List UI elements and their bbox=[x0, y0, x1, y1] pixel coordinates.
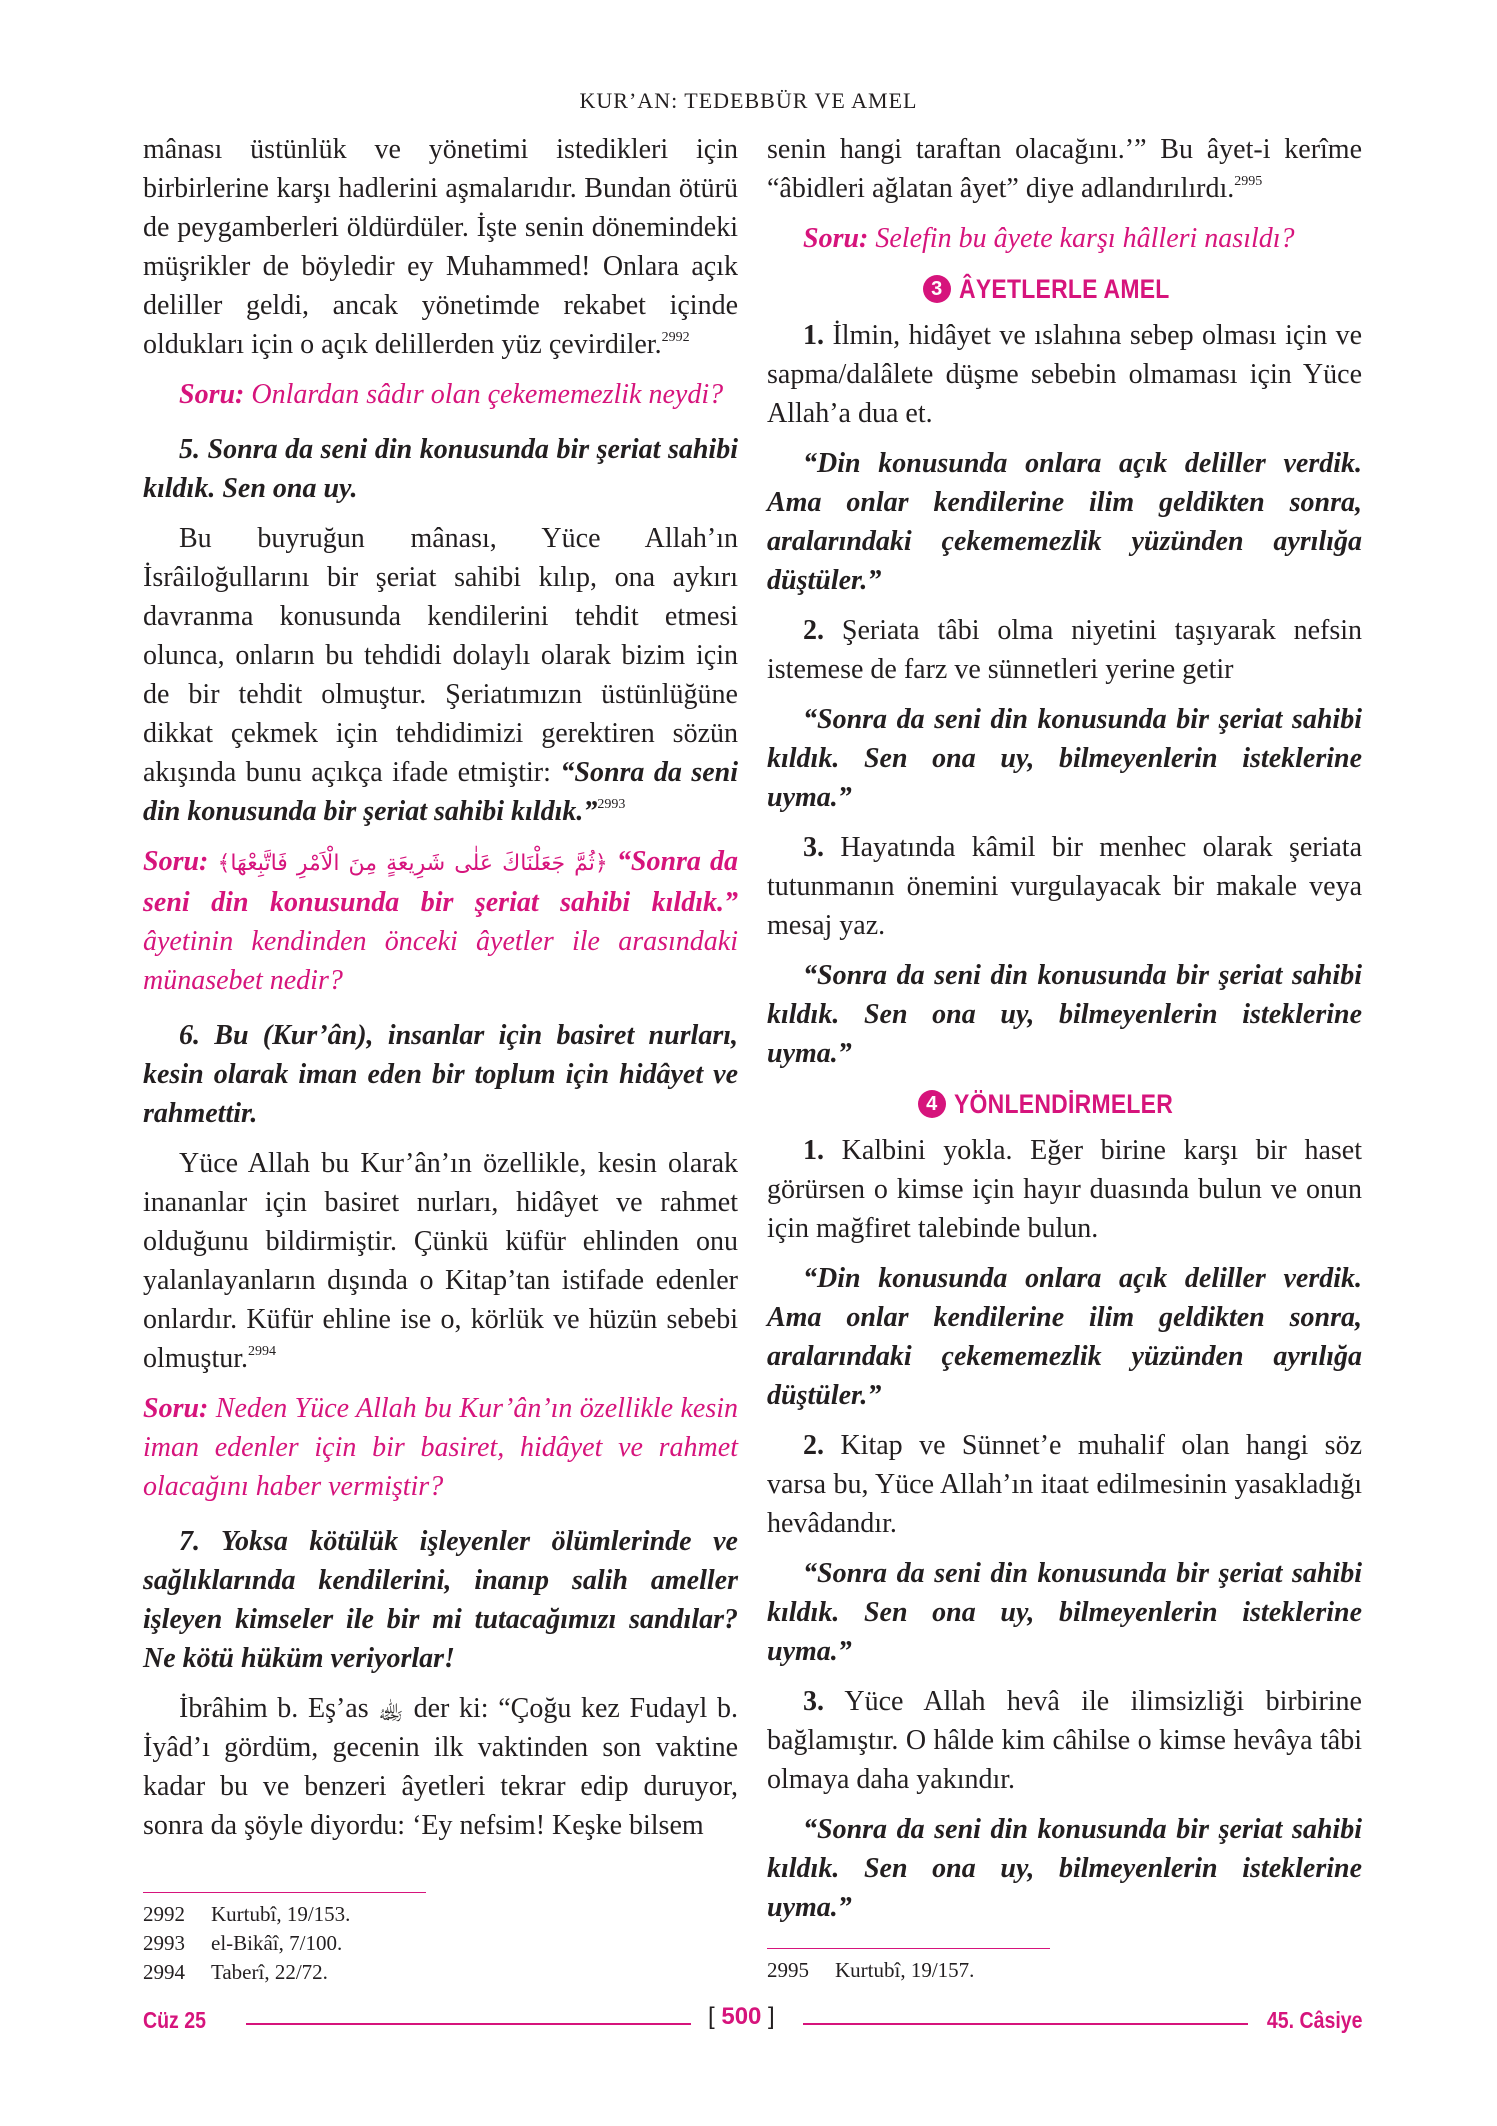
footnote-rule bbox=[767, 1948, 1050, 1949]
list-item: 2. Kitap ve Sünnet’e muhalif olan hangi söz varsa bu, Yüce Allah’ın itaat edilmesinin yasakladığı hevâdandır. bbox=[767, 1430, 1363, 1539]
verse-7: 7. Yoksa kötülük işleyenler ölümlerinde ve sağlıklarında kendilerini, inanıp salih ameller işleyen kimseler ile bir mi tutacağımızı sandılar? Ne kötü hüküm veriyorlar! bbox=[143, 1526, 738, 1674]
footnote: 2992 Kurtubî, 19/153. bbox=[143, 1902, 351, 1926]
verse-quote: “Sonra da seni din konusunda bir şeriat sahibi kıldık. Sen ona uy, bilmeyenlerin isteklerine uyma.” bbox=[767, 704, 1362, 813]
footnote: 2995 Kurtubî, 19/157. bbox=[767, 1958, 975, 1982]
footnote-rule bbox=[143, 1892, 426, 1893]
verse-6: 6. Bu (Kur’ân), insanlar için basiret nurları, kesin olarak iman eden bir toplum için hidâyet ve rahmettir. bbox=[143, 1020, 738, 1129]
question: Soru: ﴿ثُمَّ جَعَلْنَاكَ عَلٰى شَرِيعَةٍ مِنَ الْاَمْرِ فَاتَّبِعْهَا﴾ “Sonra da seni din konusunda bir şeriat sahibi kıldık.” âyetinin kendinden önceki âyetler ile arasındaki münasebet nedir? bbox=[143, 846, 738, 996]
list-item: 2. Şeriata tâbi olma niyetini taşıyarak nefsin istemese de farz ve sünnetleri yerine getir bbox=[767, 615, 1362, 685]
section-number-badge: 3 bbox=[923, 275, 951, 303]
paragraph: mânası üstünlük ve yönetimi istedikleri için birbirlerine karşı hadlerini aşmalarıdır. Bundan ötürü de peygamberleri öldürdüler. İşte senin dönemindeki müşrikler de böyledir ey Muhammed! Onlara açık deliller geldi, ancak yönetimde rekabet içinde oldukları için o açık delillerden yüz çevirdiler.$^{2992}$ bbox=[143, 134, 738, 360]
paragraph: senin hangi taraftan olacağını.’” Bu âyet-i kerîme “âbidleri ağlatan âyet” diye adlandırılırdı.$^{2995}$ bbox=[767, 134, 1362, 204]
verse-quote: “Din konusunda onlara açık deliller verdik. Ama onlar kendilerine ilim geldikten sonra, aralarındaki çekememezlik yüzünden ayrılığa düştüler.” bbox=[767, 448, 1362, 596]
footnote: 2994 Taberî, 22/72. bbox=[143, 1960, 328, 1984]
verse-quote: “Din konusunda onlara açık deliller verdik. Ama onlar kendilerine ilim geldikten sonra, aralarındaki çekememezlik yüzünden ayrılığa düştüler.” bbox=[767, 1263, 1362, 1411]
verse-quote: “Sonra da seni din konusunda bir şeriat sahibi kıldık. Sen ona uy, bilmeyenlerin isteklerine uyma.” bbox=[767, 1558, 1362, 1667]
list-item: 3. Yüce Allah hevâ ile ilimsizliği birbirine bağlamıştır. O hâlde kim câhilse o kimse hevâya tâbi olmaya daha yakındır. bbox=[767, 1686, 1362, 1795]
footer-rule bbox=[803, 2023, 1248, 2025]
list-item: 3. Hayatında kâmil bir menhec olarak şeriata tutunmanın önemini vurgulayacak bir makale veya mesaj yaz. bbox=[767, 832, 1363, 941]
footnote: 2993 el-Bikâî, 7/100. bbox=[143, 1931, 343, 1955]
list-item: 1. İlmin, hidâyet ve ıslahına sebep olması için ve sapma/dalâlete düşme sebebin olmaması için Yüce Allah’a dua et. bbox=[767, 320, 1363, 429]
verse-5: 5. Sonra da seni din konusunda bir şeriat sahibi kıldık. Sen ona uy. bbox=[143, 434, 738, 504]
footnotes-left bbox=[143, 1900, 350, 1987]
section-heading-ayetlerle-amel bbox=[767, 268, 1362, 310]
question: Soru: Neden Yüce Allah bu Kur’ân’ın özellikle kesin iman edenler için bir basiret, hidâyet ve rahmet olacağını haber vermiştir? bbox=[143, 1393, 739, 1502]
verse-quote: “Sonra da seni din konusunda bir şeriat sahibi kıldık. Sen ona uy, bilmeyenlerin isteklerine uyma.” bbox=[767, 960, 1362, 1069]
paragraph: Bu buyruğun mânası, Yüce Allah’ın İsrâiloğullarını bir şeriat sahibi kılıp, ona aykırı davranma konusunda kendilerini tehdit etmesi olunca, onların bu tehdidi dolaylı olarak bizim için de bir tehdit olmuştur. Şeriatımızın üstünlüğüne dikkat çekmek için tehdidimizi gerektiren sözün akışında bunu açıkça ifade etmiştir: “Sonra da seni din konusunda bir şeriat sahibi kıldık.”$^{2993}$ bbox=[143, 523, 739, 827]
section-title: YÖNLENDİRMELER bbox=[953, 1088, 1173, 1119]
footer-rule bbox=[246, 2023, 691, 2025]
question: Soru: Onlardan sâdır olan çekememezlik neydi? bbox=[179, 379, 724, 410]
paragraph: İbrâhim b. Eş’as ﵀ der ki: “Çoğu kez Fudayl b. İyâd’ı gördüm, gecenin ilk vaktinden son vaktine kadar bu ve benzeri âyetleri tekrar edip duruyor, sonra da şöyle diyordu: ‘Ey nefsim! Keşke bilsem bbox=[143, 1693, 738, 1841]
running-head: KUR’AN: TEDEBBÜR VE AMEL bbox=[579, 88, 918, 113]
question: Soru: Selefin bu âyete karşı hâlleri nasıldı? bbox=[803, 223, 1295, 254]
footnotes-right bbox=[767, 1956, 974, 1985]
paragraph: Yüce Allah bu Kur’ân’ın özellikle, kesin olarak inananlar için basiret nurları, hidâyet ve rahmet olduğunu bildirmiştir. Çünkü küfür ehlinden onu yalanlayanların dışında o Kitap’tan istifade edenler onlardır. Küfür ehline ise o, körlük ve hüzün sebebi olmuştur.$^{2994}$ bbox=[143, 1148, 738, 1374]
left-column bbox=[143, 130, 738, 1845]
section-title: ÂYETLERLE AMEL bbox=[958, 273, 1170, 304]
page-number: [ 500 ] bbox=[708, 2003, 775, 2030]
list-item: 1. Kalbini yokla. Eğer birine karşı bir haset görürsen o kimse için hayır duasında bulun ve onun için mağfiret talebinde bulun. bbox=[767, 1135, 1363, 1244]
juz-label: Cüz 25 bbox=[143, 2007, 207, 2033]
section-number-badge: 4 bbox=[918, 1090, 946, 1118]
verse-quote: “Sonra da seni din konusunda bir şeriat sahibi kıldık. Sen ona uy, bilmeyenlerin isteklerine uyma.” bbox=[767, 1814, 1362, 1923]
right-column bbox=[767, 130, 1362, 1927]
section-heading-yonlendirmeler bbox=[767, 1083, 1362, 1125]
surah-label: 45. Câsiye bbox=[1267, 2007, 1363, 2033]
page-footer bbox=[143, 2003, 1363, 2043]
